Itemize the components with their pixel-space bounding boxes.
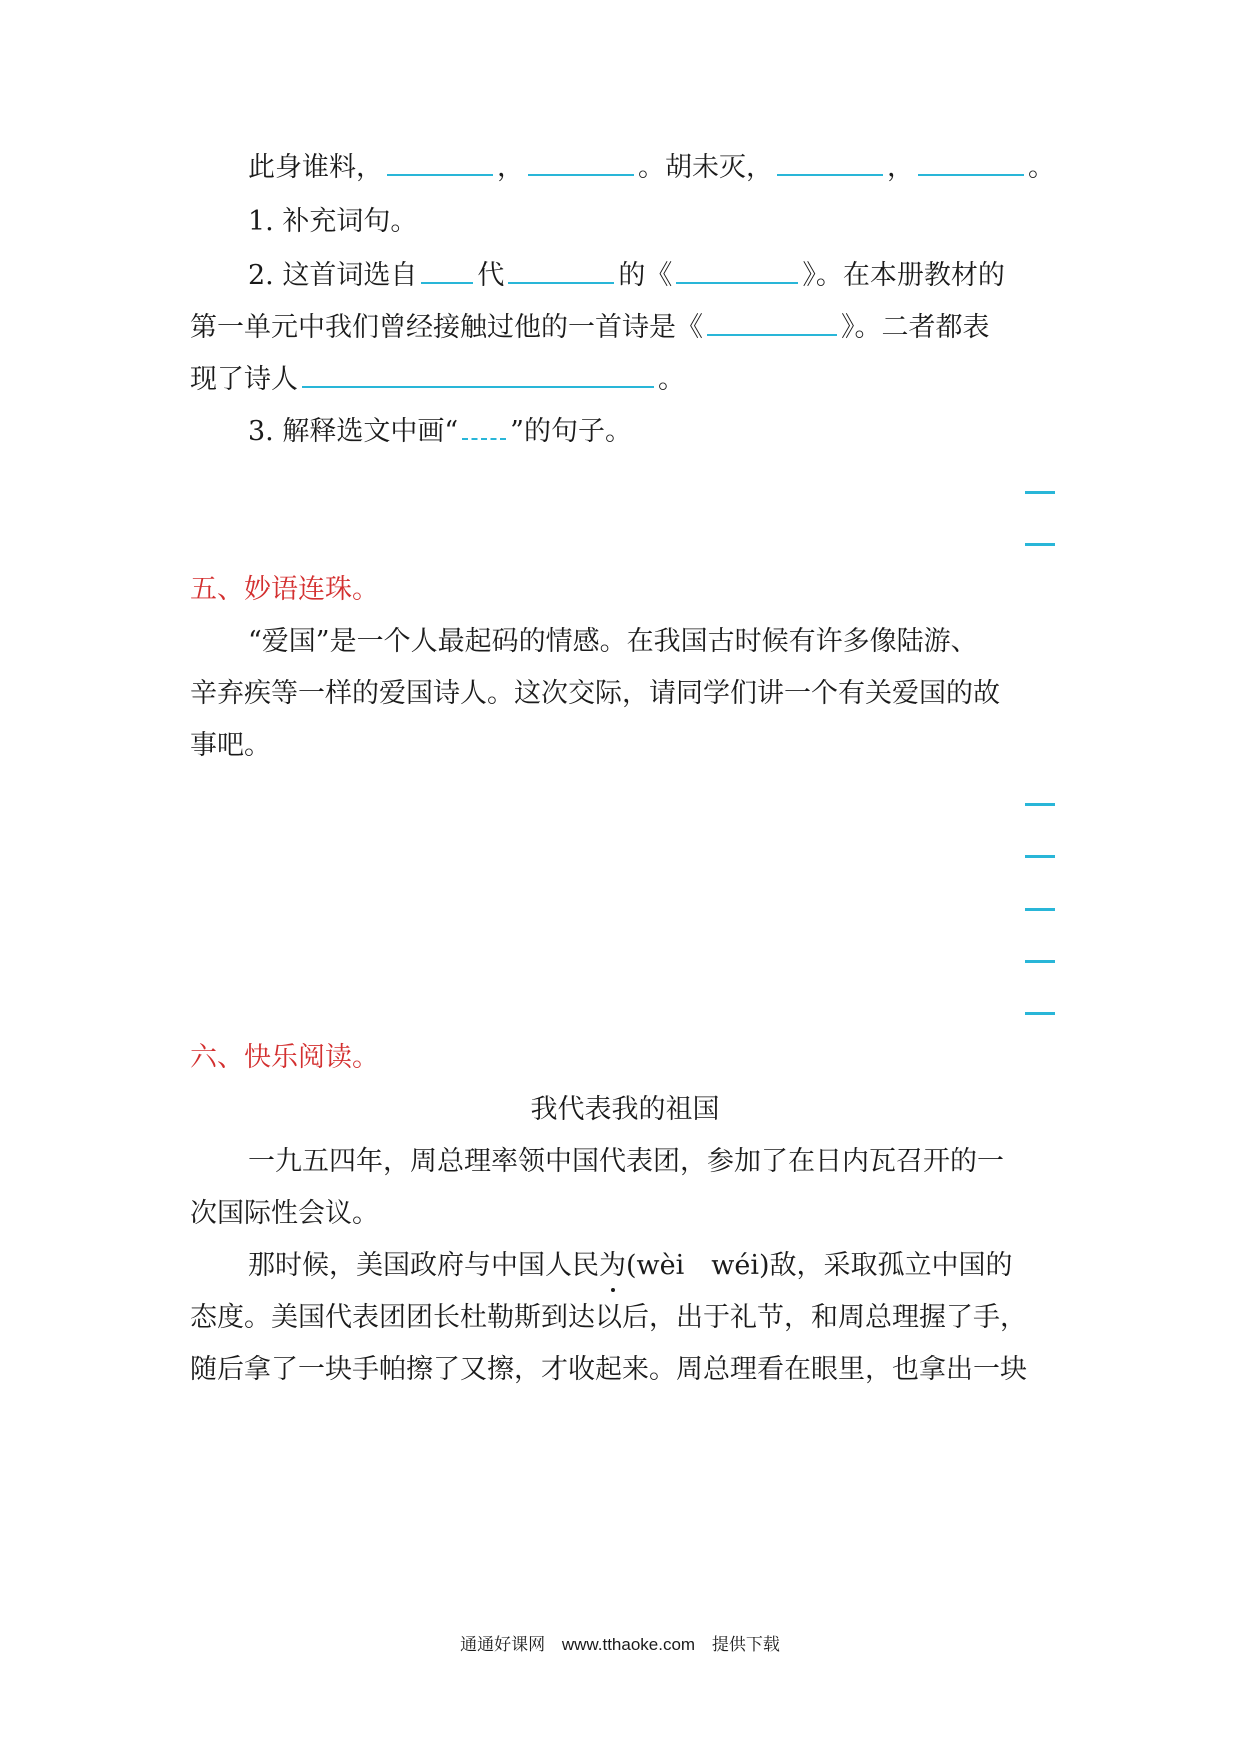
footer-site-name: 通通好课网 xyxy=(460,1635,546,1654)
answer-blank[interactable] xyxy=(387,148,493,176)
answer-line[interactable] xyxy=(1025,908,1055,911)
verse-text: 。 xyxy=(1028,152,1055,183)
answer-blank[interactable] xyxy=(918,148,1024,176)
answer-line[interactable] xyxy=(1025,1012,1055,1015)
verse-text: 此身谁料， xyxy=(248,152,383,183)
article-paragraph: 随后拿了一块手帕擦了又擦，才收起来。周总理看在眼里，也拿出一块 xyxy=(190,1354,1027,1385)
answer-line[interactable] xyxy=(1025,491,1055,494)
dashed-underline-sample xyxy=(462,418,506,440)
section-5-paragraph: 事吧。 xyxy=(190,730,271,761)
answer-line[interactable] xyxy=(1025,960,1055,963)
footer-note: 提供下载 xyxy=(711,1635,780,1654)
article-paragraph: 次国际性会议。 xyxy=(190,1198,379,1229)
article-paragraph: 态度。美国代表团团长杜勒斯到达以后，出于礼节，和周总理握了手， xyxy=(190,1302,1027,1333)
answer-blank[interactable] xyxy=(676,256,798,284)
verse-text: ， xyxy=(497,152,524,183)
answer-blank[interactable] xyxy=(707,308,837,336)
verse-text: ， xyxy=(887,152,914,183)
article-paragraph: 一九五四年，周总理率领中国代表团，参加了在日内瓦召开的一 xyxy=(248,1146,1004,1177)
question-item-3: 3. 解释选文中画“ ”的句子。 xyxy=(248,416,632,447)
question-item-1: 1. 补充词句。 xyxy=(248,206,418,237)
article-title: 我代表我的祖国 xyxy=(530,1094,720,1125)
section-heading-5: 五、妙语连珠。 xyxy=(190,574,379,605)
question-item-2-line-2: 第一单元中我们曾经接触过他的一首诗是《 》。二者都表 xyxy=(190,308,1060,348)
section-5-paragraph: 辛弃疾等一样的爱国诗人。这次交际，请同学们讲一个有关爱国的故 xyxy=(190,678,1000,709)
section-heading-6: 六、快乐阅读。 xyxy=(190,1042,379,1073)
section-5-paragraph: “爱国”是一个人最起码的情感。在我国古时候有许多像陆游、 xyxy=(248,626,978,657)
answer-line[interactable] xyxy=(1025,803,1055,806)
answer-blank[interactable] xyxy=(302,360,654,388)
verse-line xyxy=(248,148,1118,188)
page-footer xyxy=(0,1630,1240,1655)
question-item-2: 2. 这首词选自 代 的《 》。在本册教材的 xyxy=(248,256,1118,296)
dotted-character: 为 xyxy=(599,1246,626,1286)
answer-blank[interactable] xyxy=(421,256,473,284)
answer-line[interactable] xyxy=(1025,855,1055,858)
answer-blank[interactable] xyxy=(508,256,614,284)
footer-url[interactable]: www.tthaoke.com xyxy=(561,1635,696,1654)
answer-line[interactable] xyxy=(1025,543,1055,546)
question-item-2-line-3: 现了诗人 。 xyxy=(190,360,1060,400)
article-paragraph: 那时候，美国政府与中国人民为(wèi wéi)敌，采取孤立中国的 xyxy=(248,1246,1118,1286)
answer-blank[interactable] xyxy=(528,148,634,176)
answer-blank[interactable] xyxy=(777,148,883,176)
verse-text: 。胡未灭， xyxy=(638,152,773,183)
